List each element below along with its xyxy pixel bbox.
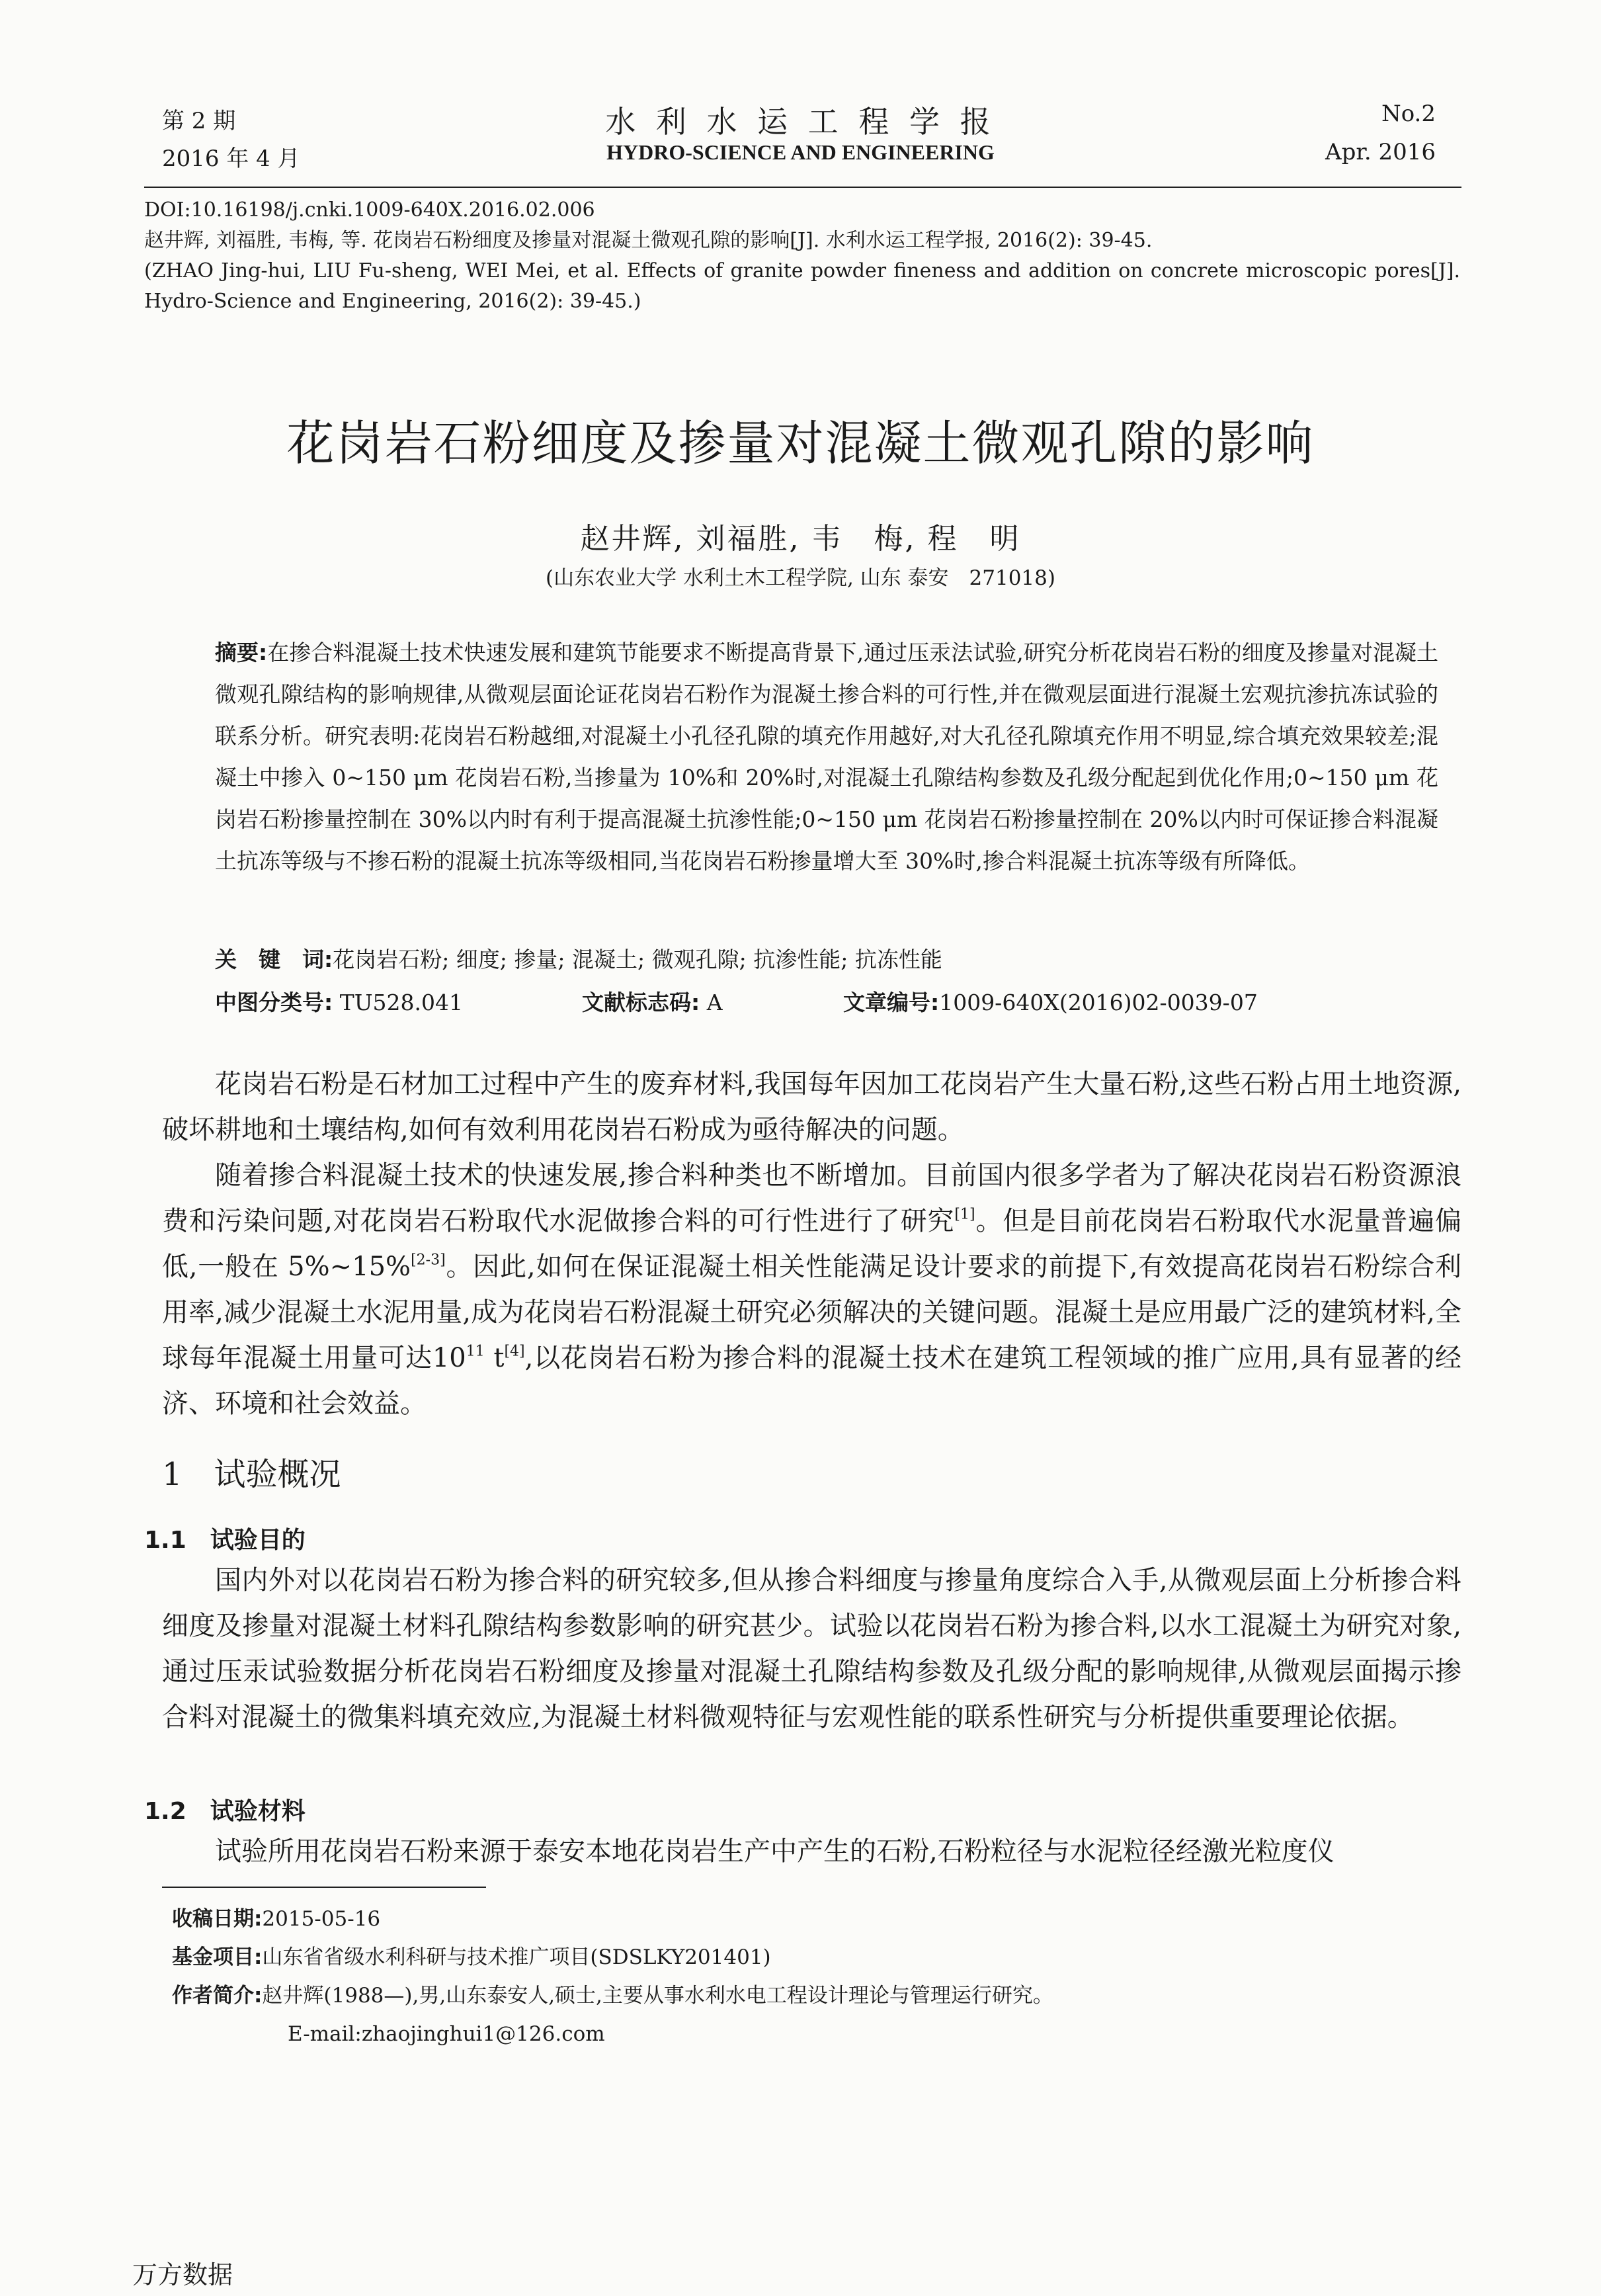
author-bio-value: 赵井辉(1988—),男,山东泰安人,硕士,主要从事水利水电工程设计理论与管理运行研究。: [262, 1984, 1053, 2008]
citation-block: [144, 195, 1460, 317]
footnote: [172, 1900, 1053, 2053]
clc-label: 中图分类号:: [215, 990, 333, 1015]
clc-number: [215, 986, 463, 1017]
subsection-heading: 1.2 试验材料: [144, 1798, 306, 1825]
abstract-text: 在掺合料混凝土技术快速发展和建筑节能要求不断提高背景下,通过压汞法试验,研究分析花岗岩石粉的细度及掺量对混凝土微观孔隙结构的影响规律,从微观层面论证花岗岩石粉作为混凝土掺合料的可行性,并在微观层面进行混凝土宏观抗渗抗冻试验的联系分析。研究表明:花岗岩石粉越细,对混凝土小孔径孔隙的填充作用越好,对大孔径孔隙填充作用不明显,综合填充效果较差;混凝土中掺入 0~150 μm 花岗岩石粉,当掺量为 10%和 20%时,对混凝土孔隙结构参数及孔级分配起到优化作用;0~150 μm 花岗岩石粉掺量控制在 30%以内时有利于提高混凝土抗渗性能;0~150 μm 花岗岩石粉掺量控制在 20%以内时可保证掺合料混凝土抗冻等级与不掺石粉的混凝土抗冻等级相同,当花岗岩石粉掺量增大至 30%时,掺合料混凝土抗冻等级有所降低。: [215, 640, 1438, 874]
issue-date-en: Apr. 2016: [1325, 139, 1436, 165]
issue-number-en: No.2: [1381, 101, 1436, 127]
author-bio-label: 作者简介:: [172, 1984, 263, 2008]
paragraph: 花岗岩石粉是石材加工过程中产生的废弃材料,我国每年因加工花岗岩产生大量石粉,这些石粉占用土地资源,破坏耕地和土壤结构,如何有效利用花岗岩石粉成为亟待解决的问题。: [162, 1069, 1461, 1145]
text-run: t: [484, 1343, 505, 1373]
text-run: ,以花岗岩石粉为掺合料的混凝土技术在建筑工程领域的推广应用,具有显著的经济、环境和社会效益。: [162, 1343, 1461, 1419]
abstract-label: 摘要:: [215, 640, 268, 665]
author-list: 赵井辉, 刘福胜, 韦 梅, 程 明: [580, 522, 1021, 556]
affiliation: (山东农业大学 水利土木工程学院, 山东 泰安 271018): [546, 566, 1055, 590]
watermark: 万方数据: [132, 2260, 233, 2289]
citation-en: (ZHAO Jing-hui, LIU Fu-sheng, WEI Mei, et al. Effects of granite powder fineness and addition on concrete microscopic pores[J]. Hydro-Science and Engineering, 2016(2): 39-45.): [144, 259, 1460, 313]
article-no-value: 1009-640X(2016)02-0039-07: [939, 990, 1258, 1015]
intro-section: [162, 1062, 1461, 1427]
text-run: 。但是目前花岗岩石粉取代水泥量普遍偏低,一般在 5%~15%: [162, 1206, 1462, 1282]
article-number: [843, 986, 1258, 1017]
exponent: 11: [466, 1343, 485, 1360]
keywords: [215, 943, 942, 974]
text-run: 随着掺合料混凝土技术的快速发展,掺合料种类也不断增加。目前国内很多学者为了解决花岗岩石粉资源浪费和污染问题,对花岗岩石粉取代水泥做掺合料的可行性进行了研究: [162, 1160, 1461, 1236]
issue-number-cn: 第 2 期: [162, 108, 236, 134]
clc-value: TU528.041: [339, 990, 463, 1015]
citation-cn: 赵井辉, 刘福胜, 韦梅, 等. 花岗岩石粉细度及掺量对混凝土微观孔隙的影响[J]. 水利水运工程学报, 2016(2): 39-45.: [144, 229, 1153, 252]
received-date: [172, 1900, 1053, 1938]
journal-name-cn: 水 利 水 运 工 程 学 报: [605, 104, 996, 140]
funding: [172, 1938, 1053, 1977]
section-1-1: [162, 1558, 1461, 1740]
reference[interactable]: [1]: [954, 1206, 975, 1223]
doc-code-label: 文献标志码:: [582, 990, 700, 1015]
received-label: 收稿日期:: [172, 1907, 263, 1931]
journal-name-en: HYDRO-SCIENCE AND ENGINEERING: [606, 140, 995, 164]
doc-code-value: A: [706, 990, 723, 1015]
section-1-2: [162, 1829, 1461, 1875]
issue-date-cn: 2016 年 4 月: [162, 146, 300, 172]
author-bio: [172, 1977, 1053, 2015]
paragraph: [162, 1153, 1461, 1427]
section-heading: 1 试验概况: [162, 1456, 341, 1493]
subsection-heading: 1.1 试验目的: [144, 1527, 306, 1554]
article-no-label: 文章编号:: [843, 990, 940, 1015]
text-run: 。因此,如何在保证混凝土相关性能满足设计要求的前提下,有效提高花岗岩石粉综合利用率,减少混凝土水泥用量,成为花岗岩石粉混凝土研究必须解决的关键问题。混凝土是应用最广泛的建筑材料,全球每年混凝土用量可达10: [162, 1252, 1462, 1373]
header-rule: [144, 187, 1461, 188]
reference[interactable]: [4]: [504, 1343, 525, 1360]
email[interactable]: E-mail:zhaojinghui1@126.com: [288, 2022, 605, 2046]
keywords-label: 关 键 词:: [215, 947, 333, 972]
footnote-rule: [162, 1887, 486, 1888]
doi: DOI:10.16198/j.cnki.1009-640X.2016.02.006: [144, 198, 595, 222]
paragraph: 试验所用花岗岩石粉来源于泰安本地花岗岩生产中产生的石粉,石粉粒径与水泥粒径经激光粒度仪: [215, 1836, 1334, 1867]
paragraph: 国内外对以花岗岩石粉为掺合料的研究较多,但从掺合料细度与掺量角度综合入手,从微观层面上分析掺合料细度及掺量对混凝土材料孔隙结构参数影响的研究甚少。试验以花岗岩石粉为掺合料,以水工混凝土为研究对象,通过压汞试验数据分析花岗岩石粉细度及掺量对混凝土孔隙结构参数及孔级分配的影响规律,从微观层面揭示掺合料对混凝土的微集料填充效应,为混凝土材料微观特征与宏观性能的联系性研究与分析提供重要理论依据。: [162, 1565, 1461, 1732]
fund-value: 山东省省级水利科研与技术推广项目(SDSLKY201401): [262, 1945, 771, 1969]
reference[interactable]: [2-3]: [411, 1252, 446, 1269]
received-value: 2015-05-16: [262, 1907, 381, 1931]
document-code: [582, 986, 723, 1017]
article-title: 花岗岩石粉细度及掺量对混凝土微观孔隙的影响: [286, 415, 1315, 471]
fund-label: 基金项目:: [172, 1945, 263, 1969]
abstract: [215, 632, 1438, 882]
keywords-text: 花岗岩石粉; 细度; 掺量; 混凝土; 微观孔隙; 抗渗性能; 抗冻性能: [333, 947, 942, 972]
